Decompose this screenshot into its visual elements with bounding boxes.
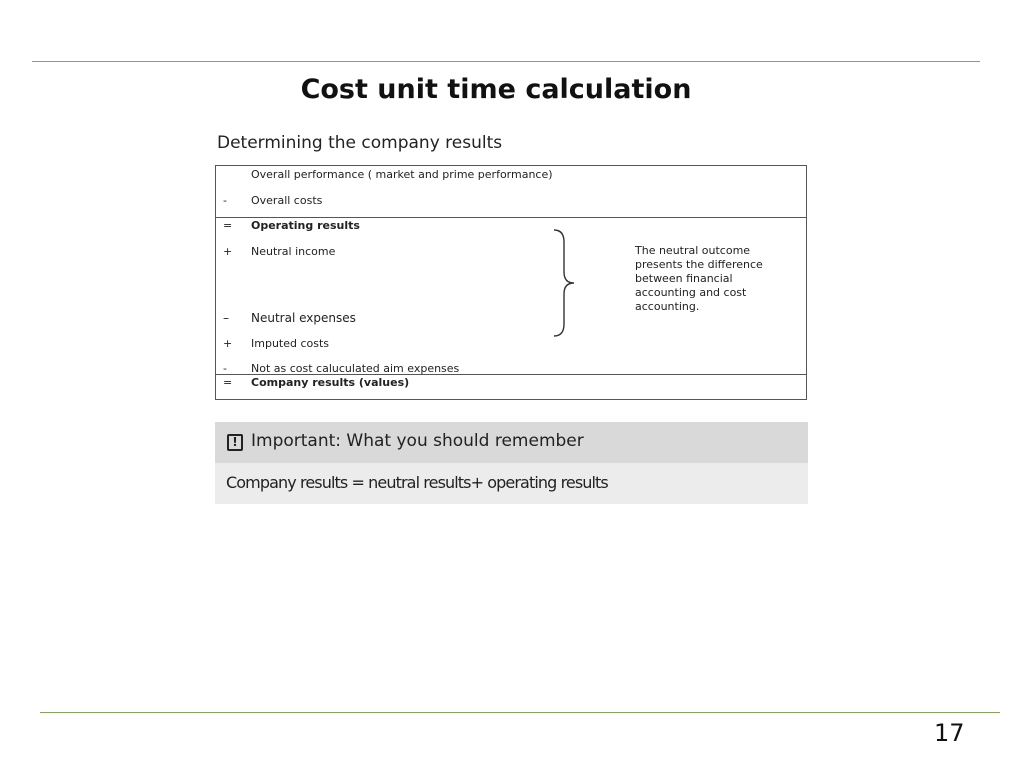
row-label: Neutral income — [251, 245, 336, 258]
row-label: Company results (values) — [251, 376, 410, 389]
brace-annotation — [635, 244, 785, 314]
row-operator: + — [223, 245, 233, 258]
important-body — [215, 463, 808, 504]
row-label: Imputed costs — [251, 337, 330, 350]
row-operator: = — [223, 219, 233, 232]
annotation-line: between financial — [635, 272, 733, 285]
row-operator: – — [223, 311, 229, 325]
row-operator: = — [223, 376, 233, 389]
annotation-line: presents the difference — [635, 258, 763, 271]
slide-title: Cost unit time calculation — [300, 74, 692, 105]
page-number: 17 — [934, 719, 965, 747]
curly-brace-icon — [550, 228, 580, 338]
important-formula: Company results = neutral results+ operating results — [226, 473, 608, 492]
bottom-divider — [40, 712, 1000, 713]
row-label: Neutral expenses — [251, 311, 356, 325]
exclamation-box-icon: ! — [227, 434, 243, 451]
annotation-line: The neutral outcome — [635, 244, 751, 257]
row-label: Overall performance ( market and prime performance) — [251, 168, 553, 181]
annotation-line: accounting and cost — [635, 286, 747, 299]
row-operator: + — [223, 337, 233, 350]
row-label: Not as cost caluculated aim expenses — [251, 362, 460, 375]
row-operator: - — [223, 194, 227, 207]
important-header — [215, 422, 808, 463]
row-operator: - — [223, 362, 227, 375]
section-subtitle: Determining the company results — [217, 133, 503, 153]
row-label: Operating results — [251, 219, 360, 232]
row-label: Overall costs — [251, 194, 323, 207]
top-divider — [32, 61, 980, 62]
important-heading: Important: What you should remember — [251, 431, 584, 451]
annotation-line: accounting. — [635, 300, 700, 313]
table-separator — [216, 217, 806, 218]
